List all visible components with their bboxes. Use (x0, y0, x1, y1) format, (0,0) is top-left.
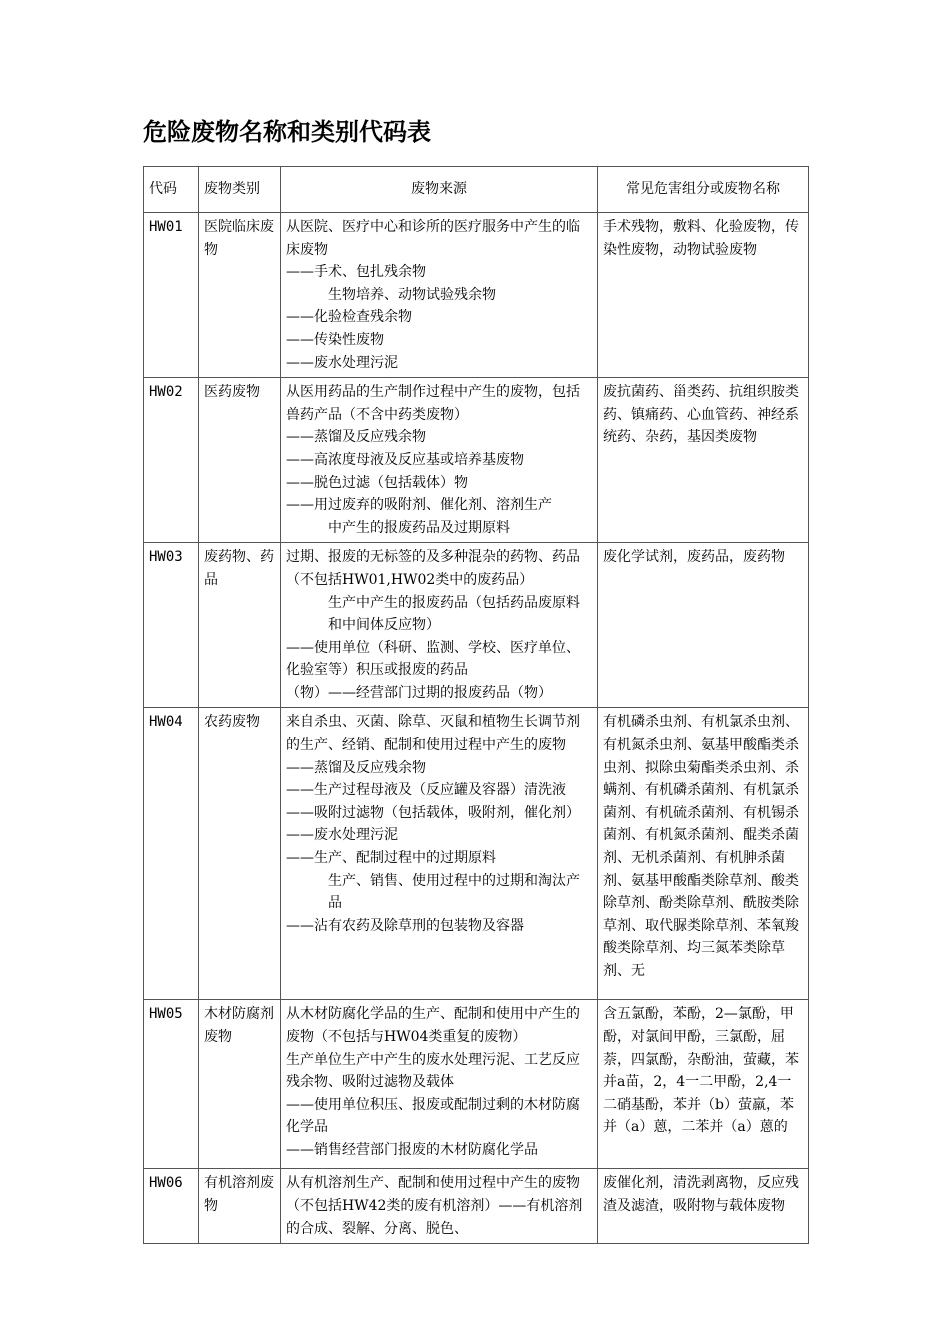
cell-components: 废催化剂，清洗剥离物，反应残渣及滤渣，吸附物与载体废物 (598, 1169, 809, 1244)
cell-category: 医药废物 (199, 378, 281, 543)
source-line: 从木材防腐化学品的生产、配制和使用中产生的废物（不包括与HW04类重复的废物） (286, 1006, 580, 1046)
cell-category: 医院临床废物 (199, 213, 281, 378)
table-row (144, 378, 809, 543)
cell-category: 有机溶剂废物 (199, 1169, 281, 1244)
cell-code: HW04 (144, 708, 199, 1000)
source-line: ——脱色过滤（包括载体）物 (286, 474, 468, 491)
cell-code: HW05 (144, 1000, 199, 1169)
cell-components: 含五氯酚，苯酚，2—氯酚，甲酚，对氯间甲酚，三氯酚，屈萘，四氯酚，杂酚油，萤藏，苯并a苗，2，4一二甲酚，2,4一二硝基酚，苯并（b）萤羸，苯并（a）蒽，二苯并（a）蒽的 (598, 1000, 809, 1169)
cell-category: 废药物、药品 (199, 543, 281, 708)
waste-code-table (143, 166, 809, 1244)
table-body (144, 213, 809, 1244)
cell-category: 农药废物 (199, 708, 281, 1000)
header-code: 代码 (144, 167, 199, 213)
source-line: 生产中产生的报废药品（包括药品废原料和中间体反应物） (328, 594, 580, 634)
source-line: （物）——经营部门过期的报废药品（物） (286, 684, 552, 701)
cell-components: 有机磷杀虫剂、有机氯杀虫剂、有机氮杀虫剂、氨基甲酸酯类杀虫剂、拟除虫菊酯类杀虫剂、杀螨剂、有机磷杀菌剂、有机氯杀菌剂、有机硫杀菌剂、有机锡杀菌剂、有机氮杀菌剂、醌类杀菌剂、无机杀菌剂、有机胂杀菌剂、氨基甲酸酯类除草剂、酸类除草剂、酚类除草剂、酰胺类除草剂、取代脲类除草剂、苯氧羧酸类除草剂、均三氮苯类除草剂、无 (598, 708, 809, 1000)
cell-components: 手术残物，敷料、化验废物，传染性废物，动物试验废物 (598, 213, 809, 378)
header-components: 常见危害组分或废物名称 (598, 167, 809, 213)
source-line: ——传染性废物 (286, 331, 384, 348)
page-title: 危险废物名称和类别代码表 (143, 118, 431, 146)
source-line: 过期、报废的无标签的及多种混杂的药物、药品（不包括HW01,HW02类中的废药品） (286, 549, 580, 588)
cell-source (281, 1169, 598, 1244)
source-line: ——高浓度母液及反应基或培养基废物 (286, 451, 524, 468)
source-line: 从医用药品的生产制作过程中产生的废物，包括兽药产品（不含中药类废物） (286, 384, 580, 423)
source-line: ——用过废弃的吸附剂、催化剂、溶剂生产 (286, 497, 552, 514)
table-row (144, 543, 809, 708)
source-line: ——生产过程母液及（反应罐及容器）清洗液 (286, 782, 566, 799)
source-line: ——销售经营部门报废的木材防腐化学品 (286, 1142, 538, 1159)
cell-components: 废化学试剂，废药品，废药物 (598, 543, 809, 708)
source-line: ——沾有农药及除草刑的包装物及容器 (286, 917, 524, 934)
cell-code: HW03 (144, 543, 199, 708)
table-header-row (144, 167, 809, 213)
cell-source (281, 1000, 598, 1169)
source-line: ——蒸馏及反应残余物 (286, 759, 426, 776)
source-line: 从有机溶剂生产、配制和使用过程中产生的废物（不包括HW42类的废有机溶剂）——有机溶剂的合成、裂解、分离、脱色、 (286, 1175, 583, 1237)
source-line: 生产单位生产中产生的废水处理污泥、工艺反应残余物、吸附过滤物及载体 (286, 1051, 580, 1091)
table-row (144, 708, 809, 1000)
table-row (144, 1169, 809, 1244)
cell-category: 木材防腐剂废物 (199, 1000, 281, 1169)
cell-source (281, 708, 598, 1000)
source-line: ——手术、包扎残余物 (286, 264, 426, 281)
source-line: ——蒸馏及反应残余物 (286, 429, 426, 446)
source-line: ——化验检查残余物 (286, 309, 412, 326)
header-category: 废物类别 (199, 167, 281, 213)
source-line: ——使用单位积压、报废或配制过剩的木材防腐化学品 (286, 1096, 580, 1136)
cell-source (281, 543, 598, 708)
cell-components: 废抗菌药、甾类药、抗组织胺类药、镇痛药、心血管药、神经系统药、杂药，基因类废物 (598, 378, 809, 543)
cell-code: HW02 (144, 378, 199, 543)
source-line: ——吸附过滤物（包括载体，吸附剂，催化剂） (286, 804, 580, 821)
source-line: 来自杀虫、灭菌、除草、灭鼠和植物生长调节剂的生产、经销、配制和使用过程中产生的废物 (286, 714, 580, 754)
source-line: 生产、销售、使用过程中的过期和淘汰产品 (328, 872, 580, 912)
source-line: ——废水处理污泥 (286, 827, 398, 844)
header-source: 废物来源 (281, 167, 598, 213)
source-line: 中产生的报废药品及过期原料 (328, 519, 510, 536)
cell-source (281, 213, 598, 378)
cell-code: HW06 (144, 1169, 199, 1244)
cell-source (281, 378, 598, 543)
source-line: ——生产、配制过程中的过期原料 (286, 850, 496, 867)
source-line: 生物培养、动物试验残余物 (328, 286, 496, 303)
table-row (144, 213, 809, 378)
source-line: ——废水处理污泥 (286, 354, 398, 371)
source-line: 从医院、医疗中心和诊所的医疗服务中产生的临床废物 (286, 219, 580, 258)
table-row (144, 1000, 809, 1169)
cell-code: HW01 (144, 213, 199, 378)
source-line: ——使用单位（科研、监测、学校、医疗单位、化验室等）积压或报废的药品 (286, 639, 580, 679)
